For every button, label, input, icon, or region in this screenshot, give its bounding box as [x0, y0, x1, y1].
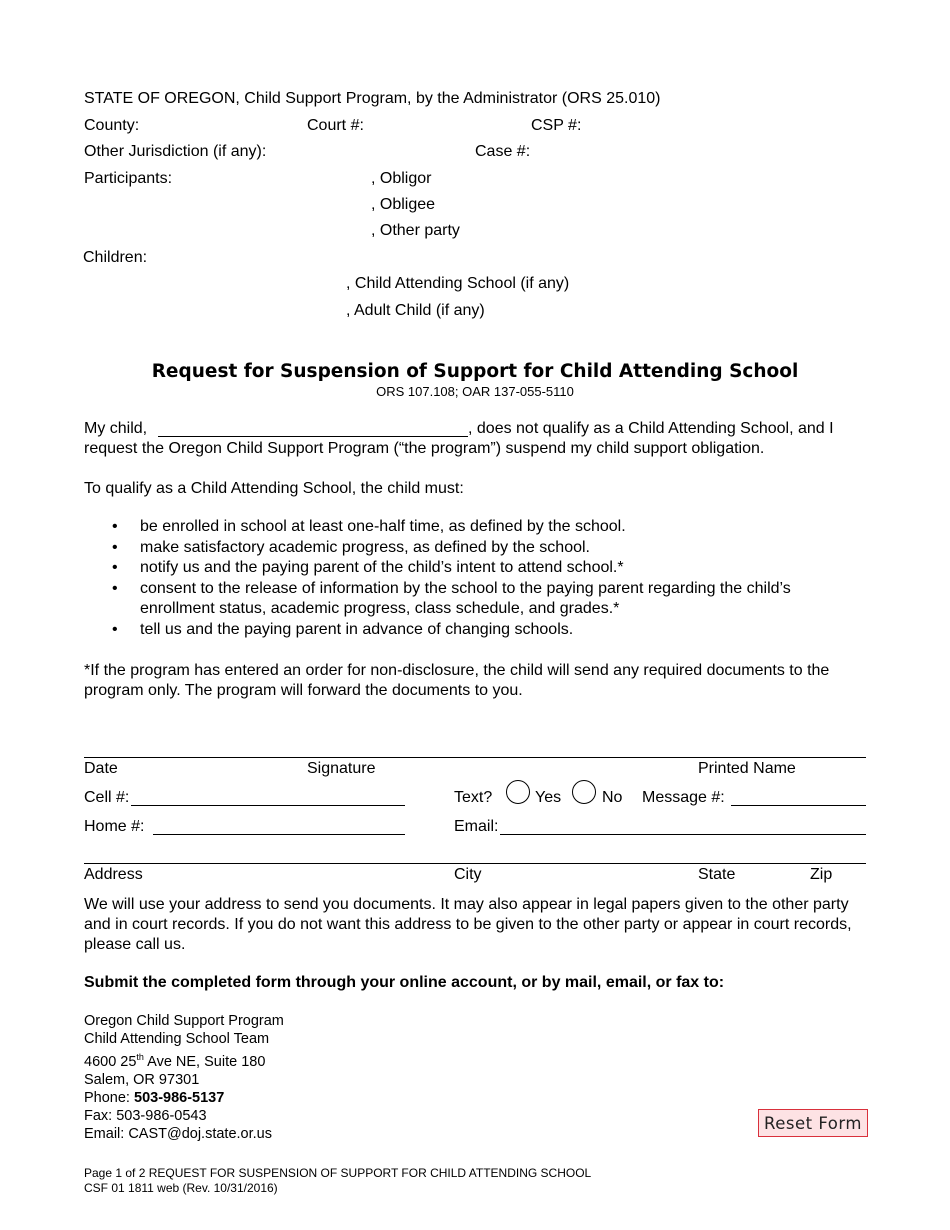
address-notice: We will use your address to send you documents. It may also appear in legal papers given to the other party and in court records. If you do not want this address to be given to the other party or appear in court records, please call us.	[84, 896, 852, 953]
adult-child-label: , Adult Child (if any)	[346, 302, 485, 319]
address-phone: Phone: 503-986-5137	[84, 1089, 225, 1106]
participants-label: Participants:	[84, 170, 173, 187]
text-no-radio[interactable]	[572, 780, 596, 804]
signature-label: Signature	[307, 760, 376, 777]
no-label: No	[602, 789, 623, 806]
reset-form-button[interactable]: Reset Form	[758, 1109, 868, 1137]
other-party-label: , Other party	[371, 222, 460, 239]
list-item: • consent to the release of information by the school to the paying parent regarding the child’s enrollment status, academic progress, class schedule, and grades.*	[112, 579, 791, 617]
cell-number-field[interactable]	[131, 805, 405, 806]
address-line-1: Oregon Child Support Program	[84, 1013, 284, 1029]
bullet-icon: •	[112, 579, 118, 597]
obligor-label: , Obligor	[371, 170, 432, 187]
bullet-icon: •	[112, 559, 118, 576]
csp-number-label: CSP #:	[531, 117, 582, 134]
address-fax: Fax: 503-986-0543	[84, 1107, 207, 1124]
address-city-line: Salem, OR 97301	[84, 1071, 200, 1088]
intro-line-2: request the Oregon Child Support Program (“the program”) suspend my child support obligation.	[84, 440, 765, 457]
bullet-icon: •	[112, 620, 118, 638]
child-name-field[interactable]	[158, 436, 468, 437]
address-street: 4600 25th Ave NE, Suite 180	[84, 1052, 266, 1070]
yes-label: Yes	[535, 789, 562, 806]
text-yes-radio[interactable]	[506, 780, 530, 804]
intro-prefix: My child,	[84, 420, 148, 437]
case-number-label: Case #:	[475, 143, 531, 160]
address-line-2: Child Attending School Team	[84, 1031, 270, 1047]
form-subtitle: ORS 107.108; OAR 137-055-5110	[376, 384, 574, 399]
list-item: • tell us and the paying parent in advance of changing schools.	[84, 620, 844, 641]
submit-instructions: Submit the completed form through your online account, or by mail, email, or fax to:	[84, 974, 725, 991]
footer-form-id: CSF 01 1811 web (Rev. 10/31/2016)	[84, 1181, 278, 1195]
message-label: Message #:	[642, 789, 725, 806]
nondisclosure-note: *If the program has entered an order for non-disclosure, the child will send any required documents to the program only. The program will forward the documents to you.	[84, 662, 830, 699]
intro-suffix: , does not qualify as a Child Attending School, and I	[468, 420, 834, 437]
address-label: Address	[84, 866, 143, 883]
child-attending-school-label: , Child Attending School (if any)	[346, 275, 570, 292]
obligee-label: , Obligee	[371, 196, 436, 213]
qualify-text: To qualify as a Child Attending School, the child must:	[84, 480, 464, 497]
message-number-field[interactable]	[731, 805, 866, 806]
home-number-field[interactable]	[153, 834, 405, 835]
text-label: Text?	[454, 789, 493, 806]
address-line[interactable]	[84, 863, 866, 864]
cell-label: Cell #:	[84, 789, 130, 806]
qualification-list	[84, 517, 844, 640]
state-label: State	[698, 866, 736, 883]
list-item: • be enrolled in school at least one-half time, as defined by the school.	[84, 517, 844, 538]
court-number-label: Court #:	[307, 117, 364, 134]
bullet-icon: •	[112, 518, 118, 535]
children-label: Children:	[83, 249, 148, 266]
printed-name-label: Printed Name	[698, 760, 796, 777]
bullet-icon: •	[112, 538, 118, 556]
form-title: Request for Suspension of Support for Child Attending School	[151, 361, 799, 382]
page-footer	[84, 1166, 591, 1196]
home-label: Home #:	[84, 818, 145, 835]
mailing-address	[84, 1012, 284, 1143]
city-label: City	[454, 866, 482, 883]
county-label: County:	[84, 117, 140, 134]
other-jurisdiction-label: Other Jurisdiction (if any):	[84, 143, 267, 160]
list-item: • make satisfactory academic progress, as defined by the school.	[84, 538, 844, 559]
agency-heading: STATE OF OREGON, Child Support Program, by the Administrator (ORS 25.010)	[84, 90, 661, 107]
zip-label: Zip	[810, 866, 833, 883]
footer-page-info: Page 1 of 2 REQUEST FOR SUSPENSION OF SUPPORT FOR CHILD ATTENDING SCHOOL	[84, 1166, 592, 1180]
signature-line[interactable]	[84, 757, 866, 758]
email-field[interactable]	[500, 834, 866, 835]
date-label: Date	[84, 760, 118, 777]
email-label: Email:	[454, 818, 499, 835]
list-item: • notify us and the paying parent of the child’s intent to attend school.*	[84, 558, 844, 579]
address-email: Email: CAST@doj.state.or.us	[84, 1125, 272, 1142]
